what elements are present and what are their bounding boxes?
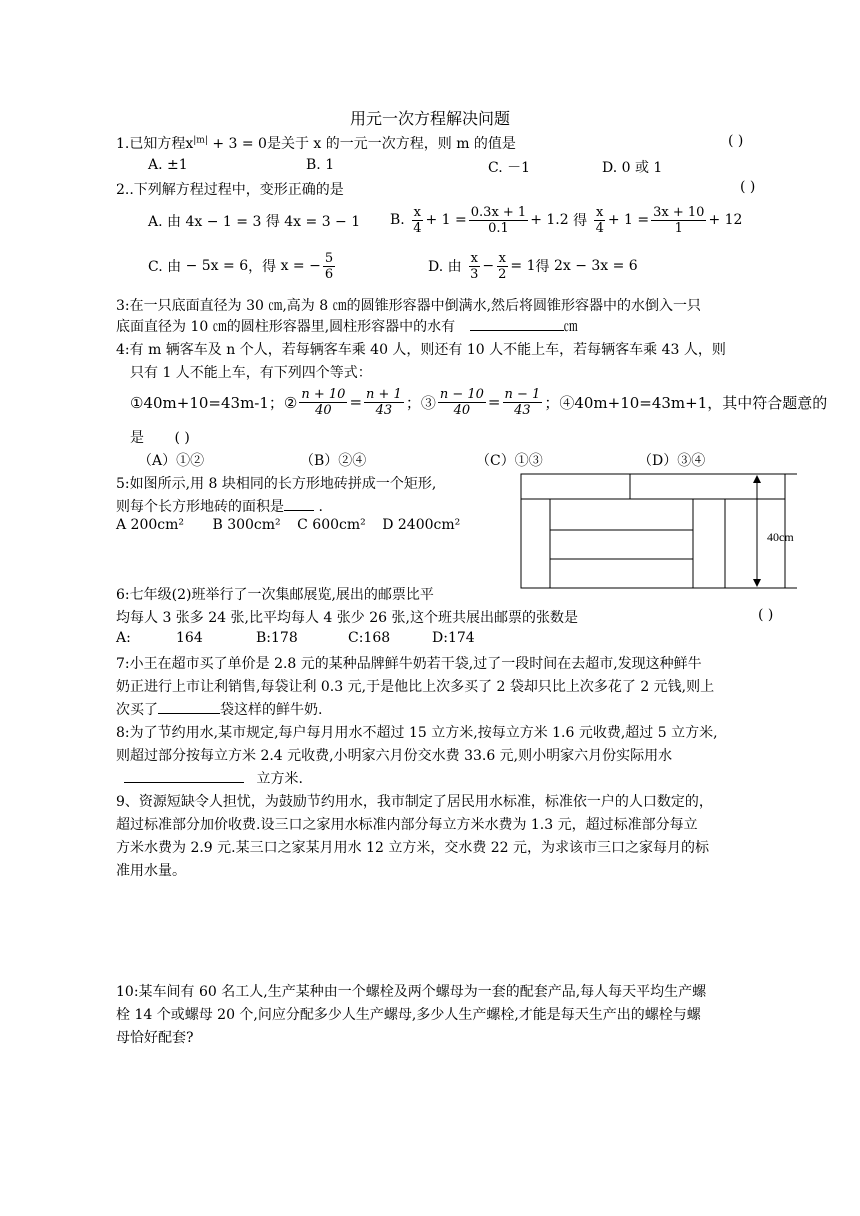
q4-option-b: （B）②④ bbox=[300, 453, 367, 469]
q8-line-3 bbox=[124, 768, 303, 788]
q5-option-a: A 200cm² bbox=[116, 517, 185, 533]
q5-option-c: C 600cm² bbox=[297, 517, 366, 533]
q4-frac2: $\frac{n + 1}{43}$ bbox=[366, 386, 402, 418]
q3-text: 底面直径为 10 ㎝的圆柱形容器里,圆柱形容器中的水有 bbox=[116, 319, 456, 335]
q2c-eq1: − 5x = 6 bbox=[185, 258, 249, 274]
q10-line-1: 10:某车间有 60 名工人,生产某种由一个螺栓及两个螺母为一套的配套产品,每人每天平均生产螺 bbox=[116, 984, 707, 1000]
q7-blank bbox=[158, 713, 220, 714]
q1-option-d: D. 0 或 1 bbox=[602, 160, 663, 176]
q2d-frac1: $\frac{x}{3}$ bbox=[470, 250, 479, 282]
q2-answer-paren: ( ) bbox=[740, 179, 756, 195]
page-title: 用元一次方程解决问题 bbox=[349, 109, 510, 128]
q9-line-2: 超过标准部分加价收费.设三口之家用水标准内部分每立方米水费为 1.3 元，超过标准部分每立 bbox=[116, 817, 698, 833]
q1-exponent: |m| bbox=[193, 135, 208, 146]
q4-line-1: 4:有 m 辆客车及 n 个人，若每辆客车乘 40 人，则还有 10 人不能上车，若每辆客车乘 43 人，则 bbox=[116, 342, 726, 358]
q4-option-d: （D）③④ bbox=[638, 453, 706, 469]
q7-text-post: 袋这样的鲜牛奶. bbox=[220, 702, 323, 718]
q2d-eq2: 2x − 3x = 6 bbox=[553, 258, 638, 274]
q4-answer-paren: ( ) bbox=[174, 430, 190, 446]
q2a-mid: 得 bbox=[265, 214, 280, 230]
q1-option-b: B. 1 bbox=[306, 157, 335, 173]
q4-frac4: $\frac{n - 1}{43}$ bbox=[504, 386, 541, 418]
q4-tail: ；④40m+10=43m+1，其中符合题意的 bbox=[544, 393, 828, 412]
q2a-label: A. 由 bbox=[148, 214, 182, 230]
q4-line-4 bbox=[130, 427, 190, 447]
q5-line-1: 5:如图所示,用 8 块相同的长方形地砖拼成一个矩形, bbox=[116, 476, 437, 492]
q4-sep: ；③ bbox=[405, 393, 436, 412]
q2-option-b bbox=[390, 200, 742, 240]
q2b-frac2: $\frac{0.3x + 1}{0.1}$ bbox=[470, 204, 527, 236]
q9-line-4: 准用水量。 bbox=[116, 863, 186, 879]
q8-blank bbox=[124, 782, 244, 783]
q5-option-d: D 2400cm² bbox=[382, 517, 461, 533]
tile-rectangle-figure bbox=[515, 468, 805, 594]
q2-option-c bbox=[148, 246, 337, 286]
q1-text: 是关于 x 的一元一次方程，则 m 的值是 bbox=[266, 136, 516, 152]
q5-blank bbox=[284, 510, 314, 511]
q10-line-2: 栓 14 个或螺母 20 个,问应分配多少人生产螺母,多少人生产螺栓,才能是每天生产出的螺栓与螺 bbox=[116, 1007, 701, 1023]
q2d-p1: − bbox=[482, 258, 495, 274]
q10-line-3: 母恰好配套? bbox=[116, 1030, 194, 1046]
q2b-p4: + 12 bbox=[708, 212, 743, 228]
q2d-label: D. 由 bbox=[428, 259, 462, 275]
q7-text-pre: 次买了 bbox=[116, 702, 158, 718]
q2-option-d bbox=[428, 246, 638, 286]
dimension-label: 40cm bbox=[767, 530, 794, 544]
q8-line-2: 则超过部分按每立方米 2.4 元收费,小明家六月份交水费 33.6 元,则小明家六月份实际用水 bbox=[116, 748, 673, 764]
q6-option-a-value: 164 bbox=[176, 630, 203, 646]
dimension-arrow-top bbox=[753, 475, 761, 483]
q1-prefix: 1.已知方程 bbox=[116, 136, 186, 152]
q1-option-c: C. －1 bbox=[488, 160, 531, 176]
q5-period: . bbox=[318, 499, 323, 515]
q5-options bbox=[116, 517, 460, 533]
q4-option-c: （C）①③ bbox=[476, 453, 543, 469]
q4-eqsign-1: = bbox=[349, 393, 363, 411]
q4-eqsign-2: = bbox=[487, 393, 501, 411]
q2b-frac1: $\frac{x}{4}$ bbox=[413, 204, 422, 236]
dimension-arrow-bottom bbox=[753, 579, 761, 587]
q2b-frac3: $\frac{x}{4}$ bbox=[595, 204, 604, 236]
q4-is: 是 bbox=[130, 430, 144, 446]
q2d-p2: = 1 bbox=[510, 258, 536, 274]
q2c-label: C. 由 bbox=[148, 259, 182, 275]
q4-option-a: （A）①② bbox=[138, 453, 205, 469]
q6-answer-paren: ( ) bbox=[758, 607, 774, 623]
q2-option-a bbox=[148, 211, 360, 231]
q9-line-3: 方米水费为 2.9 元.某三口之家某月用水 12 立方米，交水费 22 元，为求该市三口之家每月的标 bbox=[116, 840, 710, 856]
q6-line-1: 6:七年级(2)班举行了一次集邮展览,展出的邮票比平 bbox=[116, 587, 434, 603]
q2c-frac: $\frac{5}{6}$ bbox=[324, 250, 334, 282]
q6-line-2: 均每人 3 张多 24 张,比平均每人 4 张少 26 张,这个班共展出邮票的张数是 bbox=[116, 610, 578, 626]
q2c-mid: ，得 bbox=[248, 259, 277, 275]
q2d-mid: 得 bbox=[535, 259, 550, 275]
q2b-mid: 得 bbox=[573, 213, 588, 229]
q2a-eq2: 4x = 3 − 1 bbox=[284, 214, 361, 230]
q6-option-c: C:168 bbox=[348, 630, 391, 646]
q4-equations bbox=[130, 382, 827, 422]
q7-line-3 bbox=[116, 699, 322, 719]
q7-line-1: 7:小王在超市买了单价是 2.8 元的某种品牌鲜牛奶若干袋,过了一段时间在去超市,发现这种鲜牛 bbox=[116, 656, 702, 672]
q4-frac3: $\frac{n - 10}{40}$ bbox=[439, 386, 484, 418]
q4-frac1: $\frac{n + 10}{40}$ bbox=[301, 386, 346, 418]
q3-line-1: 3:在一只底面直径为 30 ㎝,高为 8 ㎝的圆锥形容器中倒满水,然后将圆锥形容器中的水倒入一只 bbox=[116, 298, 702, 314]
q3-line-2 bbox=[116, 316, 578, 336]
q2b-p2: + 1.2 bbox=[530, 212, 569, 228]
q2b-p1: + 1 = bbox=[425, 212, 467, 228]
question-1 bbox=[116, 133, 516, 153]
q2a-eq1: 4x − 1 = 3 bbox=[185, 214, 262, 230]
q6-option-b: B:178 bbox=[256, 630, 298, 646]
q2b-label: B. bbox=[390, 212, 405, 228]
q5-text: 则每个长方形地砖的面积是 bbox=[116, 499, 284, 515]
question-2: 2..下列解方程过程中，变形正确的是 bbox=[116, 182, 344, 198]
q1-equation: + 3 = 0 bbox=[207, 136, 267, 152]
q7-line-2: 奶正进行上市让利销售,每袋让利 0.3 元,于是他比上次多买了 2 袋却只比上次多花了 2 元钱,则上 bbox=[116, 679, 715, 695]
q1-var: x bbox=[185, 136, 194, 152]
q8-line-1: 8:为了节约用水,某市规定,每户每月用水不超过 15 立方米,按每立方米 1.6 元收费,超过 5 立方米, bbox=[116, 725, 718, 741]
q9-line-1: 9、资源短缺令人担忧，为鼓励节约用水，我市制定了居民用水标准，标准依一户的人口数定的， bbox=[116, 794, 713, 810]
q1-option-a: A. ±1 bbox=[148, 157, 188, 173]
q4-line-2: 只有 1 人不能上车，有下列四个等式： bbox=[130, 365, 372, 381]
q1-answer-paren: ( ) bbox=[728, 133, 744, 149]
q3-blank bbox=[470, 330, 564, 331]
q6-option-d: D:174 bbox=[432, 630, 475, 646]
q8-unit: 立方米. bbox=[256, 771, 303, 787]
outer-rectangle bbox=[521, 474, 785, 588]
q2c-eq2: x = − bbox=[280, 258, 321, 274]
q5-option-b: B 300cm² bbox=[212, 517, 281, 533]
q3-unit: ㎝ bbox=[563, 319, 578, 335]
q5-line-2 bbox=[116, 496, 323, 516]
q2b-p3: + 1 = bbox=[607, 212, 650, 228]
q6-option-a-label: A: bbox=[116, 630, 131, 646]
q2b-frac4: $\frac{3x + 10}{1}$ bbox=[653, 204, 705, 236]
q4-eq1: ①40m+10=43m-1；② bbox=[130, 393, 298, 412]
q2d-frac2: $\frac{x}{2}$ bbox=[498, 250, 507, 282]
